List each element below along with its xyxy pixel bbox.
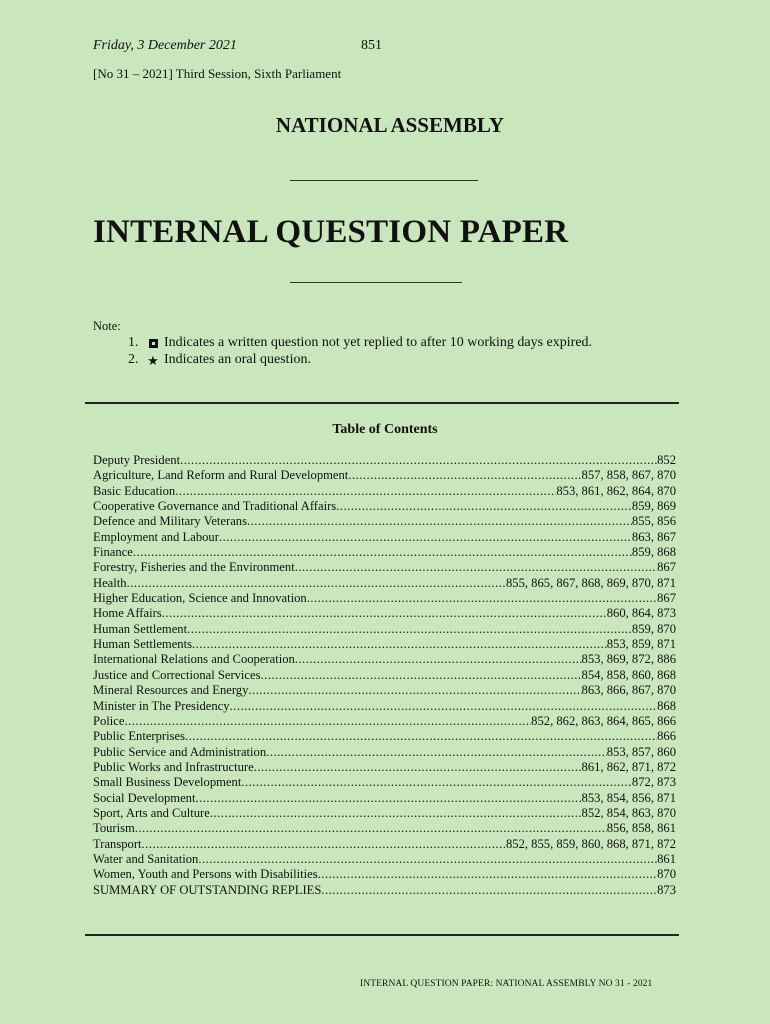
toc-entry[interactable] — [93, 606, 676, 621]
toc-entry[interactable] — [93, 729, 676, 744]
toc-entry[interactable] — [93, 821, 676, 836]
toc-entry-name: Transport — [93, 836, 142, 851]
note-number: 1. — [128, 335, 139, 350]
toc-entry-pages: 867 — [657, 591, 676, 606]
toc-entry-name: Cooperative Governance and Traditional Affairs — [93, 499, 337, 514]
toc-entry-name: Sport, Arts and Culture — [93, 805, 210, 820]
toc-entry[interactable] — [93, 745, 676, 760]
toc-entry-pages: 860, 864, 873 — [606, 606, 676, 621]
note-label: Note: — [93, 319, 121, 333]
toc-entry-name: Tourism — [93, 821, 135, 836]
page-footer: INTERNAL QUESTION PAPER: NATIONAL ASSEMBLY NO 31 - 2021 — [360, 979, 653, 989]
toc-entry[interactable] — [93, 852, 676, 867]
toc-entry[interactable] — [93, 760, 676, 775]
paper-date: Friday, 3 December 2021 — [93, 38, 237, 53]
toc-entry-pages: 855, 856 — [631, 514, 676, 529]
toc-entry[interactable] — [93, 867, 676, 882]
toc-leader-dots — [261, 668, 582, 683]
toc-entry[interactable] — [93, 652, 676, 667]
toc-entry-pages: 852, 862, 863, 864, 865, 866 — [531, 713, 676, 728]
toc-entry-pages: 856, 858, 861 — [606, 821, 676, 836]
toc-entry-name: Forestry, Fisheries and the Environment — [93, 560, 295, 575]
toc-entry-pages: 868 — [657, 698, 676, 713]
toc-entry-name: Higher Education, Science and Innovation — [93, 591, 307, 606]
toc-leader-dots — [210, 806, 582, 821]
toc-entry-pages: 859, 868 — [631, 545, 676, 560]
toc-leader-dots — [185, 729, 657, 744]
toc-entry-pages: 852, 854, 863, 870 — [581, 805, 676, 820]
toc-entry-pages: 859, 870 — [631, 621, 676, 636]
toc-entry-pages: 853, 861, 862, 864, 870 — [556, 483, 676, 498]
page-number: 851 — [361, 38, 382, 53]
toc-leader-dots — [295, 560, 657, 575]
toc-entry-name: Finance — [93, 545, 133, 560]
toc-entry-pages: 861, 862, 871, 872 — [581, 759, 676, 774]
toc-entry-pages: 863, 867 — [631, 529, 676, 544]
toc-entry[interactable] — [93, 837, 676, 852]
section-rule — [85, 402, 679, 404]
oral-question-star-icon: ★ — [147, 352, 159, 368]
toc-entry-pages: 870 — [657, 867, 676, 882]
toc-entry[interactable] — [93, 791, 676, 806]
note-text: Indicates a written question not yet replied to after 10 working days expired. — [164, 335, 593, 350]
toc-entry-pages: 866 — [657, 729, 676, 744]
toc-leader-dots — [187, 622, 632, 637]
toc-leader-dots — [295, 652, 582, 667]
toc-entry-name: Deputy President — [93, 453, 181, 467]
toc-entry[interactable] — [93, 775, 676, 790]
toc-entry-pages: 857, 858, 867, 870 — [581, 468, 676, 483]
toc-leader-dots — [348, 468, 581, 483]
toc-leader-dots — [195, 791, 581, 806]
toc-entry[interactable] — [93, 499, 676, 514]
toc-leader-dots — [192, 637, 607, 652]
toc-leader-dots — [266, 745, 607, 760]
toc-leader-dots — [219, 530, 632, 545]
toc-entry[interactable] — [93, 637, 676, 652]
toc-leader-dots — [336, 499, 632, 514]
toc-entry[interactable] — [93, 514, 676, 529]
toc-entry-pages: 853, 869, 872, 886 — [581, 652, 676, 667]
toc-entry-name: Small Business Development — [93, 775, 242, 790]
divider — [290, 180, 478, 181]
note-item — [128, 335, 592, 351]
toc-entry-pages: 861 — [657, 851, 676, 866]
toc-title: Table of Contents — [332, 422, 438, 437]
note-text: Indicates an oral question. — [164, 352, 311, 367]
toc-entry-name: Public Enterprises — [93, 729, 185, 744]
toc-entry-name: Water and Sanitation — [93, 851, 199, 866]
toc-entry-pages: 855, 865, 867, 868, 869, 870, 871 — [505, 575, 676, 590]
toc-entry[interactable] — [93, 668, 676, 683]
toc-leader-dots — [248, 683, 581, 698]
written-question-icon — [142, 339, 164, 348]
toc-entry-pages: 853, 859, 871 — [606, 637, 676, 652]
toc-leader-dots — [318, 867, 657, 882]
toc-entry[interactable] — [93, 545, 676, 560]
document-title: INTERNAL QUESTION PAPER — [93, 214, 569, 250]
toc-entry-name: Police — [93, 713, 125, 728]
toc-entry[interactable] — [93, 591, 676, 606]
toc-entry[interactable] — [93, 714, 676, 729]
toc-entry[interactable] — [93, 806, 676, 821]
toc-leader-dots — [198, 852, 657, 867]
table-of-contents — [93, 453, 676, 898]
toc-entry-pages: 873 — [657, 882, 676, 897]
toc-leader-dots — [180, 453, 657, 468]
toc-entry-name: International Relations and Cooperation — [93, 652, 295, 667]
toc-entry-name: Home Affairs — [93, 606, 162, 621]
toc-entry[interactable] — [93, 560, 676, 575]
toc-leader-dots — [307, 591, 657, 606]
toc-entry[interactable] — [93, 883, 676, 898]
toc-entry-pages: 854, 858, 860, 868 — [581, 667, 676, 682]
toc-entry-pages: 859, 869 — [631, 499, 676, 514]
toc-leader-dots — [133, 545, 632, 560]
toc-entry-name: Mineral Resources and Energy — [93, 683, 249, 698]
toc-entry-name: Defence and Military Veterans — [93, 514, 247, 529]
section-rule — [85, 934, 679, 936]
toc-leader-dots — [247, 514, 632, 529]
toc-leader-dots — [230, 699, 658, 714]
session-line: [No 31 – 2021] Third Session, Sixth Parliament — [93, 66, 342, 81]
toc-entry[interactable] — [93, 683, 676, 698]
toc-entry-pages: 853, 857, 860 — [606, 744, 676, 759]
toc-entry-pages: 852, 855, 859, 860, 868, 871, 872 — [505, 836, 676, 851]
toc-leader-dots — [241, 775, 632, 790]
toc-entry[interactable] — [93, 468, 676, 483]
toc-entry-name: SUMMARY OF OUTSTANDING REPLIES — [93, 882, 322, 897]
toc-entry-name: Social Development — [93, 790, 196, 805]
toc-leader-dots — [135, 821, 607, 836]
toc-entry[interactable] — [93, 453, 676, 468]
toc-entry[interactable] — [93, 576, 676, 591]
toc-entry[interactable] — [93, 622, 676, 637]
assembly-heading: NATIONAL ASSEMBLY — [275, 113, 505, 137]
toc-entry-name: Agriculture, Land Reform and Rural Development — [93, 468, 349, 483]
toc-entry-pages: 867 — [657, 560, 676, 575]
divider — [290, 282, 462, 283]
toc-entry-name: Human Settlement — [93, 621, 188, 636]
toc-entry[interactable] — [93, 699, 676, 714]
toc-entry-pages: 863, 866, 867, 870 — [581, 683, 676, 698]
toc-leader-dots — [124, 714, 531, 729]
toc-leader-dots — [127, 576, 506, 591]
toc-entry-name: Public Works and Infrastructure — [93, 759, 254, 774]
toc-leader-dots — [254, 760, 582, 775]
toc-leader-dots — [162, 606, 607, 621]
toc-entry-pages: 853, 854, 856, 871 — [581, 790, 676, 805]
toc-leader-dots — [321, 883, 657, 898]
note-item — [128, 352, 311, 368]
toc-entry-pages: 852 — [657, 453, 676, 467]
toc-entry-name: Public Service and Administration — [93, 744, 267, 759]
toc-entry-name: Minister in The Presidency — [93, 698, 230, 713]
toc-entry-name: Basic Education — [93, 483, 176, 498]
toc-leader-dots — [142, 837, 506, 852]
toc-entry[interactable] — [93, 484, 676, 499]
toc-leader-dots — [175, 484, 556, 499]
toc-entry-pages: 872, 873 — [631, 775, 676, 790]
toc-entry[interactable] — [93, 530, 676, 545]
toc-entry-name: Women, Youth and Persons with Disabilities — [93, 867, 318, 882]
toc-entry-name: Human Settlements — [93, 637, 192, 652]
note-number: 2. — [128, 352, 139, 367]
toc-entry-name: Justice and Correctional Services — [93, 667, 261, 682]
toc-entry-name: Employment and Labour — [93, 529, 219, 544]
toc-entry-name: Health — [93, 575, 127, 590]
